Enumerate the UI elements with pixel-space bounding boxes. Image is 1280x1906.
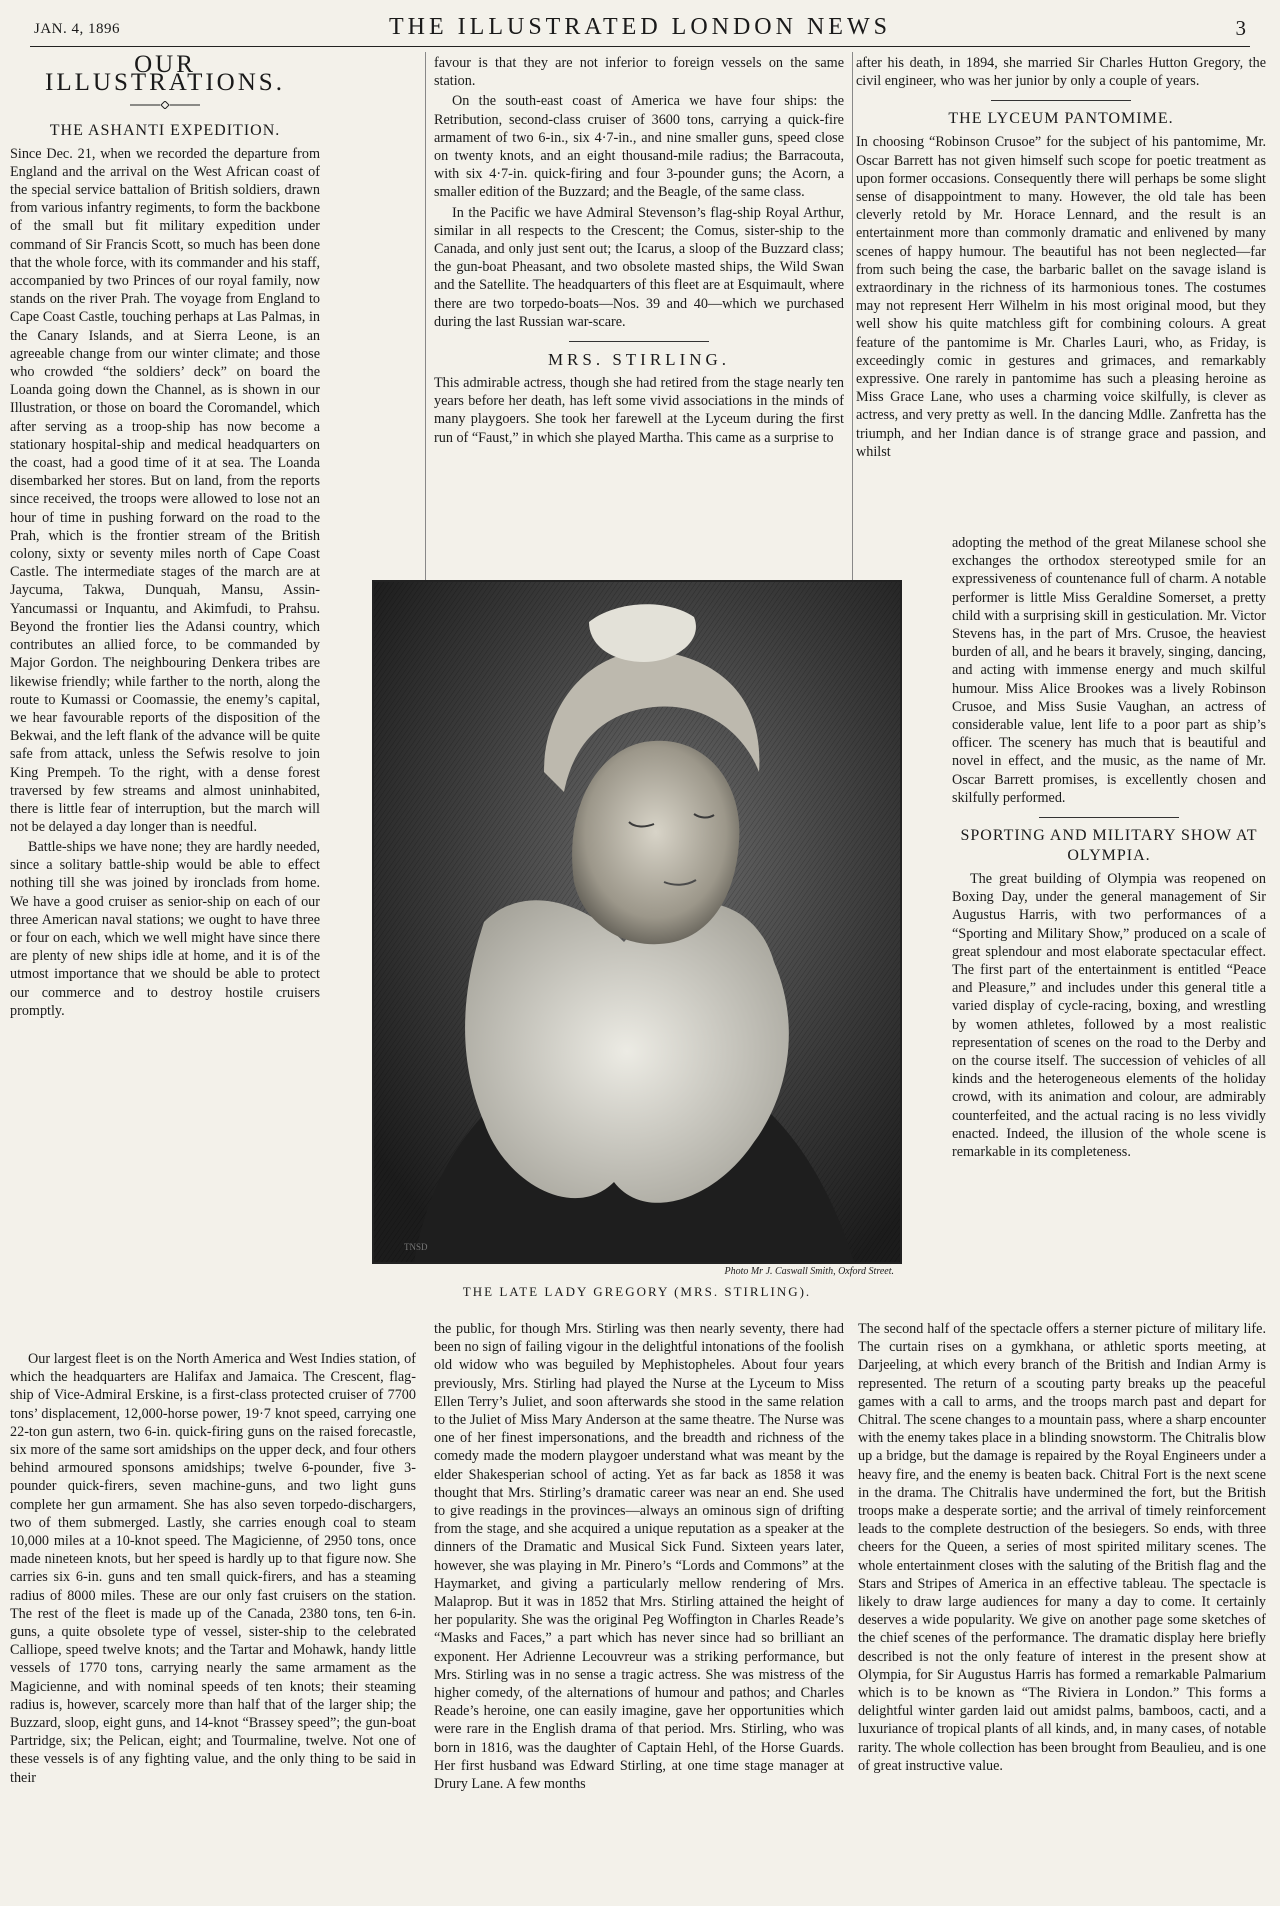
svg-text:TNSD: TNSD	[404, 1242, 428, 1252]
stirling-paragraph-2: the public, for though Mrs. Stirling was then nearly seventy, there had been no sign of failing vigour in the delightful intonations of the foolish old widow who was beguiled by Mephistopheles. About four years previously, Mrs. Stirling had played the Nurse at the Lyceum to Miss Ellen Terry’s Juliet, and soon afterwards she stood in the same relation to the Juliet of Miss Mary Anderson at the same theatre. The Nurse was one of her finest impersonations, and the breadth and richness of the comedy made the modern playgoer understand what was meant by the elder Shakesperian school of acting. Yet as far back as 1858 it was thought that Mrs. Stirling’s dramatic career was near an end. She used to give readings in the provinces—always an ominous sign of drifting from the stage, and she acquired a unique reputation as a speaker at the dinners of the Dramatic and Musical Sick Fund. Sixteen years later, however, she was playing in Mr. Pinero’s “Lords and Commons” at the Haymarket, and giving a particularly mellow rendering of Mrs. Malaprop. But it was in 1852 that Mrs. Stirling attained the height of her popularity. She was the original Peg Woffington in Charles Reade’s “Masks and Faces,” a part which has never since had so brilliant an exponent. Her Adrienne Lecouvreur was a striking performance, but Mrs. Stirling was in no sense a tragic actress. She was mistress of the higher comedy, of the alternations of humour and pathos; and Charles Reade’s heroine, one can easily imagine, gave her opportunities which were rare in the English drama of that period. Mrs. Stirling, who was born in 1816, was the daughter of Captain Hehl, of the Horse Guards. Her first husband was Edward Stirling, at one time stage manager at Drury Lane. A few months	[434, 1321, 844, 1793]
ships-paragraph-6: In the Pacific we have Admiral Stevenson’s flag-ship Royal Arthur, similar in all respects to the Crescent; the Comus, sister-ship to the Canada, and only just sent out; the Icarus, a sloop of the Buzzard class; the gun-boat Pheasant, and two obsolete masted ships, the Wild Swan and the Satellite. The headquarters of this fleet are at Esquimault, where there are two torpedo-boats—Nos. 39 and 40—which we purchased during the last Russian war-scare.	[434, 204, 844, 330]
lyceum-paragraph-2: adopting the method of the great Milanese school she exchanges the orthodox stereotyped smile for an expressiveness of countenance full of charm. A notable performer is little Miss Geraldine Somerset, a pretty child with a surprising skill in gesticulation. Mr. Victor Stevens has, in the part of Mrs. Crusoe, the heaviest burden of all, and he bears it bravely, singing, dancing, and acting with immense energy and much skilful humour. Miss Alice Brookes was a lively Robinson Crusoe, and Miss Susie Vaughan, an actress of considerable value, lent life to a poor part as ship’s officer. The scenery has much that is beautiful and novel in effect, and the music, as the name of Mr. Oscar Barrett promises, is excellently chosen and skilfully performed.	[952, 535, 1266, 806]
olympia-paragraph-1: The great building of Olympia was reopened on Boxing Day, under the general management of Sir Augustus Harris, with two performances of a “Sporting and Military Show,” produced on a scale of great splendour and most elaborate spectacular effect. The first part of the entertainment is entitled “Peace and Pleasure,” and includes under this general title a varied display of cycle-racing, boxing, and wrestling by women athletes, followed by a most realistic representation of scenes on the road to the Derby and on the course itself. The succession of vehicles of all kinds and the heterogeneous elements of the holiday crowd, with its animation and colour, are admirably counterfeited, and the actual racing is no less vividly enacted. Indeed, the illusion of the whole scene is remarkable in its completeness.	[952, 871, 1266, 1161]
main-title: OUR ILLUSTRATIONS.	[45, 54, 285, 97]
column-middle-top	[434, 54, 844, 574]
section-divider	[1039, 817, 1179, 818]
lyceum-heading: THE LYCEUM PANTOMIME.	[948, 110, 1174, 128]
issue-date: JAN. 4, 1896	[34, 21, 121, 37]
ships-paragraph-5: On the south-east coast of America we have four ships: the Retribution, second-class cruiser of 3600 tons, carrying a quick-fire armament of two 6-in., six 4·7-in., and nine smaller guns, speed close on twenty knots, and an eight thousand-mile radius; the Barracouta, with six 4·7-in. quick-firing and four 3-pounder guns; the Acorn, a smaller edition of the Buzzard; and the Beagle, of the same class.	[434, 93, 844, 201]
photo-credit: Photo Mr J. Caswall Smith, Oxford Street.	[724, 1266, 894, 1277]
ships-paragraph-4: favour is that they are not inferior to foreign vessels on the same station.	[434, 55, 844, 90]
column-left-top	[10, 54, 320, 834]
portrait-figure	[372, 580, 902, 1300]
ships-paragraph-3: Our largest fleet is on the North America and West Indies station, of which the headquarters are Halifax and Jamaica. The Crescent, flag-ship of Vice-Admiral Erskine, is a first-class protected cruiser of 7700 tons’ displacement, 12,000-horse power, 19·7 knot speed, carrying one 22-ton gun astern, two 6-in. quick-firing guns on the raised forecastle, six more of the same sort amidships on the upper deck, and four others behind armoured sponsons amidships; twelve 6-pounder, five 3-pounder quick-firers, seven machine-guns, and two light guns complete her gun armament. She has also seven torpedo-dischargers, two of them submerged. Lastly, she carries enough coal to steam 10,000 miles at a 10-knot speed. The Magicienne, of 2950 tons, once made nineteen knots, but her speed is hardly up to that figure now. She carries six 6-in. guns and ten small quick-firers, and has a steaming radius of 8000 miles. These are our only fast cruisers on the station. The rest of the fleet is made up of the Canada, 2380 tons, ten 6-in. guns, a quite obsolete type of vessel, sister-ship to the celebrated Calliope, speed twelve knots; and the Tartar and Mohawk, handy little vessels of 1770 tons, carrying nearly the same armament as the Magicienne, and with nominal speeds of ten knots; their steaming radius is, however, scarcely more than half that of the larger ship; the Buzzard, sloop, eight guns, and 14-knot “Brassey speed”; the gun-boat Partridge, six; the Pelican, eight; and Tourmaline, twelve. Not one of these vessels is of any fighting value, and the only thing to be said in their	[10, 1351, 416, 1786]
newspaper-title: THE ILLUSTRATED LONDON NEWS	[389, 14, 891, 40]
portrait-engraving	[372, 580, 902, 1264]
column-right-middle	[952, 534, 1266, 1378]
page-number: 3	[1235, 16, 1246, 40]
section-divider	[569, 341, 709, 342]
column-right-top	[856, 54, 1266, 534]
masthead-rule	[30, 46, 1250, 47]
stirling-paragraph-3: after his death, in 1894, she married Sir Charles Hutton Gregory, the civil engineer, who was her junior by only a couple of years.	[856, 55, 1266, 90]
column-left-bottom	[10, 1350, 416, 1900]
stirling-paragraph-1: This admirable actress, though she had retired from the stage nearly ten years before her death, has left some vivid associations in the minds of many playgoers. She took her farewell at the Lyceum during the first run of “Faust,” in which she played Martha. This came as a surprise to	[434, 375, 844, 446]
column-right-bottom	[858, 1320, 1266, 1900]
olympia-heading: SPORTING AND MILITARY SHOW AT OLYMPIA.	[960, 827, 1258, 865]
section-divider	[991, 100, 1131, 101]
column-middle-bottom	[434, 1320, 844, 1900]
ashanti-paragraph: Since Dec. 21, when we recorded the departure from England and the arrival on the West African coast of the special service battalion of British soldiers, drawn from various infantry regiments, to form the backbone of the small but fit military expedition under command of Sir Francis Scott, so much has been done that the whole force, with its commander and his staff, accompanied by two Princes of our royal family, now stands on the river Prah. The voyage from England to Cape Coast Castle, touching perhaps at Las Palmas, in the Canary Islands, and at Sierra Leone, is an agreeable change from our winter climate; and those who crowded “the soldiers’ deck” on board the Loanda going down the Channel, as is shown in our Illustration, or those on board the Coromandel, which after serving as a troop-ship has now become a stationary hospital-ship and medical headquarters on the coast, had a good time of it at sea. The Loanda disembarked her stores. But on land, from the reports since received, the troops were allowed to lose not an hour of time in pushing forward on the road to the Prah, which is the frontier stream of the British colony, sixty or seventy miles north of Cape Coast Castle. The intermediate stages of the march are at Jaycuma, Takwa, Dunquah, Mansu, Assin-Yancumassi or Inquantu, and Akimfudi, to Prahsu. Beyond the frontier lies the Adansi country, which contributes an allied force, to be commanded by Major Gordon. The neighbouring Denkera tribes are likewise friendly; while farther to the north, along the route to Kumassi or Coomassie, the enemy’s capital, we hear favourable reports of the disposition of the Bekwai, and the left flank of the advance will be quite safe from attack, unless the Sefwis resolve to join King Prempeh. To the right, with a dense forest traversed by few streams and almost uninhabited, there is little fear of interruption, but the march will not be delayed a day longer than is needful.	[10, 145, 320, 834]
ashanti-heading: THE ASHANTI EXPEDITION.	[49, 121, 281, 139]
portrait-caption: THE LATE LADY GREGORY (MRS. STIRLING).	[462, 1284, 812, 1299]
column-left-middle	[10, 838, 320, 1348]
ships-paragraph-2: Battle-ships we have none; they are hardly needed, since a solitary battle-ship would be able to effect nothing till she was joined by ironclads from home. We have a good cruiser as senior-ship on each of our three American naval stations; we ought to have three or four on each, which we well might have since there are plenty of new ships idle at home, and it is of the utmost importance that we should be able to protect our commerce and to destroy hostile cruisers promptly.	[10, 839, 320, 1019]
masthead	[30, 12, 1250, 48]
portrait-illustration	[374, 582, 900, 1262]
lyceum-paragraph-1: In choosing “Robinson Crusoe” for the subject of his pantomime, Mr. Oscar Barrett has not given himself such scope for poetic treatment as upon former occasions. Consequently there will perhaps be some slight sense of disappointment to many. However, the old tale has been cleverly retold by Mr. Horace Lennard, and the result is an entertainment more than commonly dramatic and enlivened by many scenes of happy humour. The beautiful has not been neglected—far from such being the case, the barbaric ballet on the savage island is extraordinary in the richness of its harmonious tones. The costumes may not represent Herr Wilhelm in his most original mood, but they well show his quite matchless gift for combining colours. A great feature of the pantomime is Mr. Charles Lauri, who, as Friday, is exceedingly comic in gestures and grimaces, and remarkably expressive. One rarely in pantomime has such a pleasing heroine as Miss Grace Lane, who uses a charming voice skilfully, is clever as actress, and very pretty as well. In the dancing Mdlle. Zanfretta has the triumph, and her Indian dance is of strange grace and passion, and whilst	[856, 134, 1266, 460]
stirling-heading: MRS. STIRLING.	[547, 350, 731, 370]
olympia-paragraph-2: The second half of the spectacle offers a sterner picture of military life. The curtain rises on a gymkhana, or athletic sports meeting, at Darjeeling, at which every branch of the British and Indian Army is represented. The return of a scouting party breaks up the peaceful games with a call to arms, and the troops march past and depart for Chitral. The scene changes to a mountain pass, where a sharp encounter with the enemy takes place in a blinding snowstorm. The Chitralis blow up a bridge, but the damage is repaired by the Royal Engineers under a heavy fire, and the enemy is beaten back. Chitral Fort is the next scene in the drama. The Chitralis have undermined the fort, but the British troops make a desperate sortie; and the arrival of timely reinforcement leads to the complete destruction of the besiegers. So ends, with three cheers for the Queen, a series of most spirited military scenes. The whole entertainment closes with the saluting of the British flag and the Stars and Stripes of America in an effective tableau. The spectacle is likely to draw large audiences for many a day to come. It certainly deserves a wide popularity. We give on another page some sketches of the chief scenes of the performance. The dramatic display here briefly described is not the only feature of interest in the present show at Olympia, for Sir Augustus Harris has formed a remarkable Palmarium which is to be known as “The Riviera in London.” This forms a delightful winter garden laid out amidst palms, bamboos, cacti, and a luxuriance of tropical plants of all kinds, and, in many cases, of notable rarity. The whole collection has been brought from Beaulieu, and is one of great instructive value.	[858, 1321, 1266, 1774]
title-ornament	[10, 96, 320, 114]
